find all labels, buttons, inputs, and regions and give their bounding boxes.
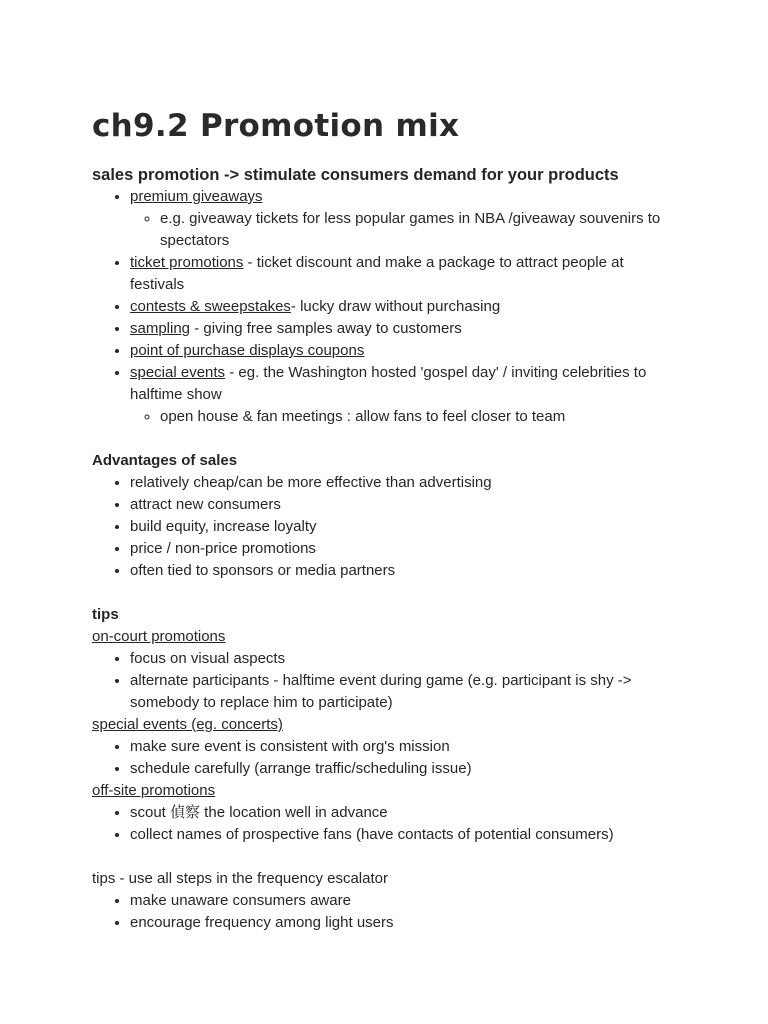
- list-item: [130, 362, 672, 428]
- off-site-list: [92, 802, 672, 846]
- list-item: [130, 186, 672, 252]
- list-item: • make sure event is consistent with org's mission: [130, 736, 672, 758]
- list-item: • encourage frequency among light users: [130, 912, 672, 934]
- frequency-escalator-list: [92, 890, 672, 934]
- on-court-list: [92, 648, 672, 714]
- list-item: • attract new consumers: [130, 494, 672, 516]
- term: premium giveaways: [130, 188, 263, 205]
- page-title: ch9.2 Promotion mix: [92, 108, 460, 144]
- list-item: [130, 296, 672, 318]
- list-item: • focus on visual aspects: [130, 648, 672, 670]
- list-item: • alternate participants - halftime event during game (e.g. participant is shy -> somebody to replace him to participate): [130, 670, 672, 714]
- document-body: [92, 164, 672, 934]
- list-item: [130, 340, 672, 362]
- subheading-off-site-promotions: off-site promotions: [92, 782, 216, 799]
- list-item: • collect names of prospective fans (have contacts of potential consumers): [130, 824, 672, 846]
- term: contests & sweepstakes: [130, 298, 291, 315]
- section-heading-tips: tips: [92, 606, 119, 623]
- term-description: - giving free samples away to customers: [190, 320, 462, 337]
- list-item: • often tied to sponsors or media partners: [130, 560, 672, 582]
- sub-list-item: ◦ open house & fan meetings : allow fans to feel closer to team: [160, 406, 672, 428]
- term: ticket promotions: [130, 254, 244, 271]
- list-item: • scout 偵察 the location well in advance: [130, 802, 672, 824]
- spacer: [92, 846, 672, 868]
- term-description: - ticket discount and make a package to attract people at festivals: [130, 254, 624, 293]
- section-heading-frequency-escalator: tips - use all steps in the frequency escalator: [92, 870, 388, 887]
- list-item: • relatively cheap/can be more effective than advertising: [130, 472, 672, 494]
- list-item: • price / non-price promotions: [130, 538, 672, 560]
- list-item: [130, 318, 672, 340]
- list-item: • build equity, increase loyalty: [130, 516, 672, 538]
- list-item: [130, 252, 672, 296]
- list-item: • make unaware consumers aware: [130, 890, 672, 912]
- sub-list-item: ◦ e.g. giveaway tickets for less popular games in NBA /giveaway souvenirs to spectators: [160, 208, 672, 252]
- sub-list: [130, 406, 672, 428]
- section-heading-sales-promotion: sales promotion -> stimulate consumers demand for your products: [92, 166, 619, 184]
- term-description: - eg. the Washington hosted 'gospel day' / inviting celebrities to halftime show: [130, 364, 647, 403]
- sales-promotion-list: [92, 186, 672, 428]
- special-events-list: [92, 736, 672, 780]
- term-description: - lucky draw without purchasing: [290, 298, 501, 315]
- advantages-list: [92, 472, 672, 582]
- section-heading-advantages: Advantages of sales: [92, 452, 238, 469]
- term: special events: [130, 364, 226, 381]
- sub-list: [130, 208, 672, 252]
- spacer: [92, 428, 672, 450]
- term: sampling: [130, 320, 191, 337]
- spacer: [92, 582, 672, 604]
- list-item: • schedule carefully (arrange traffic/scheduling issue): [130, 758, 672, 780]
- subheading-on-court-promotions: on-court promotions: [92, 628, 226, 645]
- subheading-special-events: special events (eg. concerts): [92, 716, 283, 733]
- term: point of purchase displays coupons: [130, 342, 365, 359]
